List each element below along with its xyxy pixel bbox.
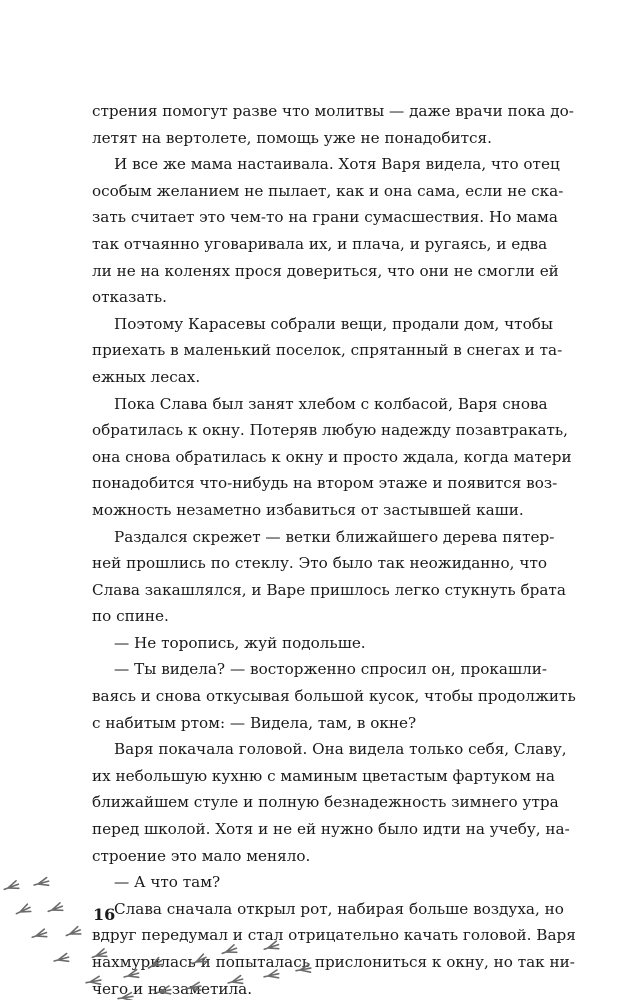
text-line: летят на вертолете, помощь уже не понадобится. xyxy=(92,128,492,147)
text-line: Слава сначала открыл рот, набирая больше воздуха, но xyxy=(114,899,564,918)
bird-track-mark xyxy=(31,929,48,941)
text-line: с набитым ртом: — Видела, там, в окне? xyxy=(92,713,417,732)
text-line: их небольшую кухню с маминым цветастым фартуком на xyxy=(92,766,555,785)
bird-track-mark xyxy=(263,941,280,953)
bird-track-mark xyxy=(15,904,32,918)
text-line: — Ты видела? — восторженно спросил он, прокашли- xyxy=(114,660,547,679)
text-line: перед школой. Хотя и не ей нужно было идти на учебу, на- xyxy=(92,820,570,839)
bird-track-mark xyxy=(263,970,279,981)
bird-track-mark xyxy=(85,976,101,986)
bird-track-mark xyxy=(53,953,70,965)
text-line: по спине. xyxy=(92,607,169,626)
text-line: — А что там? xyxy=(114,873,221,892)
text-line: строение это мало меняло. xyxy=(92,846,311,865)
text-line: ли не на коленях прося довериться, что они не смогли ей xyxy=(92,261,559,280)
text-line: отказать. xyxy=(92,288,167,307)
bird-track-mark xyxy=(123,969,140,981)
text-line: Раздался скрежет — ветки ближайшего дерева пятер- xyxy=(114,527,555,546)
bird-track-mark xyxy=(185,982,201,992)
bird-track-mark xyxy=(3,880,20,893)
text-line: обратилась к окну. Потеряв любую надежду позавтракать, xyxy=(92,421,569,440)
paragraph xyxy=(92,391,572,524)
text-line: стрения помогут разве что молитвы — даже врачи пока до- xyxy=(92,102,574,120)
text-line: ежных лесах. xyxy=(92,367,201,386)
bird-track-mark xyxy=(155,986,171,997)
text-line: Пока Слава был занят хлебом с колбасой, Варя снова xyxy=(114,394,548,413)
bird-tracks-icon xyxy=(0,870,619,1000)
text-line: нахмурилась и попыталась прислониться к окну, но так ни- xyxy=(92,953,575,971)
page-body xyxy=(92,98,576,1002)
text-line: приехать в маленький поселок, спрятанный в снегах и та- xyxy=(92,341,563,360)
text-line: чего и не заметила. xyxy=(92,979,253,998)
bird-track-mark xyxy=(117,993,133,1000)
paragraph xyxy=(92,736,570,869)
text-line: И все же мама настаивала. Хотя Варя видела, что отец xyxy=(114,155,560,174)
text-line: так отчаянно уговаривала их, и плача, и ругаясь, и едва xyxy=(92,234,548,253)
text-line: ней прошлись по стеклу. Это было так неожиданно, что xyxy=(92,554,547,573)
text-line: можность незаметно избавиться от застывшей каши. xyxy=(92,500,524,519)
paragraph xyxy=(92,524,566,630)
text-line: она снова обратилась к окну и просто ждала, когда матери xyxy=(92,447,572,466)
text-line: ваясь и снова откусывая большой кусок, чтобы продолжить xyxy=(92,687,576,706)
text-line: Варя покачала головой. Она видела только себя, Славу, xyxy=(114,740,567,759)
text-line: Слава закашлялся, и Варе пришлось легко стукнуть брата xyxy=(92,580,566,599)
bird-track-mark xyxy=(295,964,311,974)
bird-track-mark xyxy=(191,954,208,968)
text-line: ближайшем стуле и полную безнадежность зимнего утра xyxy=(92,793,559,812)
text-line: — Не торопись, жуй подольше. xyxy=(114,633,366,652)
bird-track-mark xyxy=(147,957,164,971)
text-line: вдруг передумал и стал отрицательно качать головой. Варя xyxy=(92,926,576,945)
paragraph xyxy=(92,98,574,151)
bird-tracks-decoration xyxy=(0,870,619,1000)
paragraph xyxy=(92,656,576,736)
text-line: понадобится что-нибудь на втором этаже и появится воз- xyxy=(92,474,558,493)
bird-track-mark xyxy=(33,877,50,889)
text-line: Поэтому Карасевы собрали вещи, продали дом, чтобы xyxy=(114,314,553,333)
paragraph xyxy=(92,630,547,657)
bird-track-mark xyxy=(227,975,244,987)
text-line: зать считает это чем-то на грани сумасшествия. Но мама xyxy=(92,208,558,227)
paragraph xyxy=(92,151,564,311)
bird-track-mark xyxy=(221,944,238,957)
paragraph xyxy=(92,311,563,391)
bird-track-mark xyxy=(65,926,82,939)
bird-track-mark xyxy=(47,902,64,915)
page-number: 16 xyxy=(93,905,116,924)
bird-track-mark xyxy=(91,948,108,961)
text-line: особым желанием не пылает, как и она сама, если не ска- xyxy=(92,181,564,200)
